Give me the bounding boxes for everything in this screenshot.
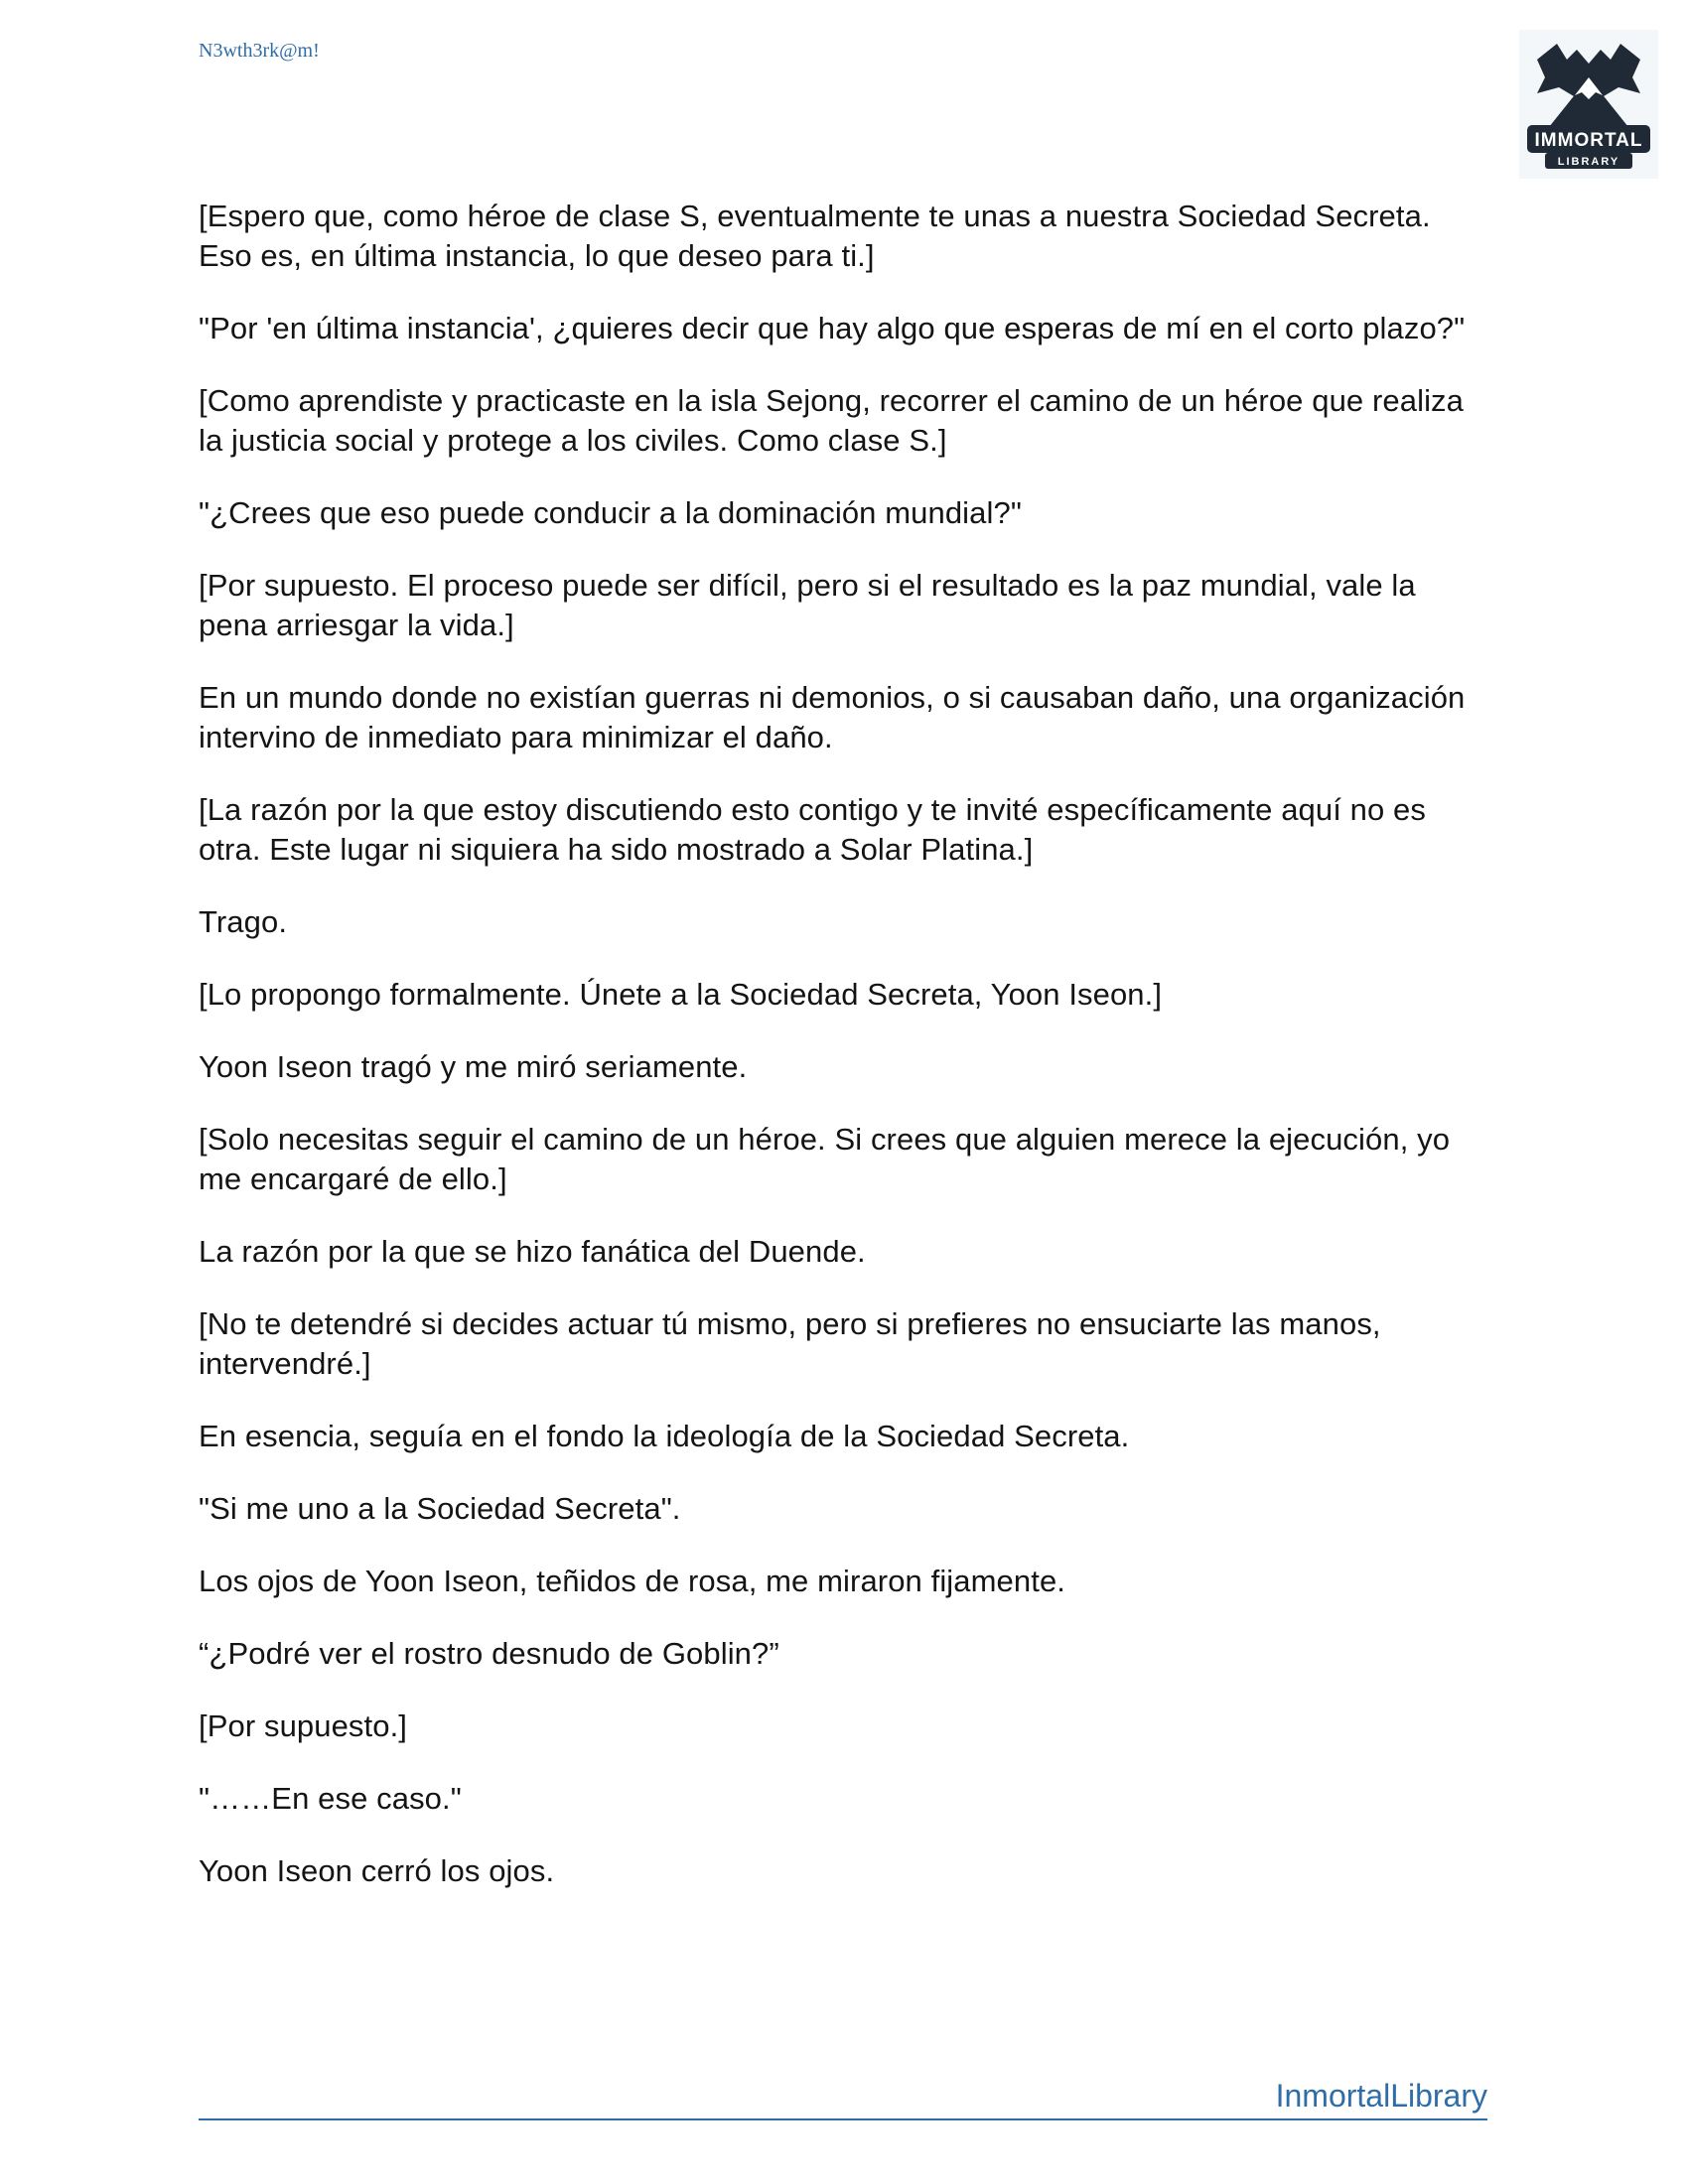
paragraph: [Por supuesto. El proceso puede ser difícil, pero si el resultado es la paz mundial, vale la pena arriesgar la vida.] — [199, 568, 1416, 642]
paragraph: [Por supuesto.] — [199, 1708, 408, 1743]
paragraph: "Si me uno a la Sociedad Secreta". — [199, 1491, 681, 1526]
paragraph: [Como aprendiste y practicaste en la isla Sejong, recorrer el camino de un héroe que realiza la justicia social y protege a los civiles. Como clase S.] — [199, 383, 1464, 458]
paragraph: En un mundo donde no existían guerras ni demonios, o si causaban daño, una organización intervino de inmediato para minimizar el daño. — [199, 680, 1466, 754]
paragraph: "Por 'en última instancia', ¿quieres decir que hay algo que esperas de mí en el corto plazo?" — [199, 311, 1466, 345]
paragraph: La razón por la que se hizo fanática del Duende. — [199, 1234, 866, 1269]
paragraph: "……En ese caso." — [199, 1781, 462, 1816]
footer-rule — [199, 2118, 1487, 2120]
paragraph: Los ojos de Yoon Iseon, teñidos de rosa, me miraron fijamente. — [199, 1564, 1066, 1598]
paragraph: “¿Podré ver el rostro desnudo de Goblin?” — [199, 1636, 779, 1671]
paragraph: Yoon Iseon cerró los ojos. — [199, 1853, 555, 1888]
logo-text-top: IMMORTAL — [1534, 130, 1643, 151]
paragraph: "¿Crees que eso puede conducir a la dominación mundial?" — [199, 495, 1022, 530]
paragraph: [Solo necesitas seguir el camino de un héroe. Si crees que alguien merece la ejecución, yo me encargaré de ello.] — [199, 1122, 1451, 1196]
immortal-library-logo — [1519, 30, 1658, 179]
paragraph: Yoon Iseon tragó y me miró seriamente. — [199, 1049, 748, 1084]
paragraph: [Lo propongo formalmente. Únete a la Sociedad Secreta, Yoon Iseon.] — [199, 977, 1163, 1012]
logo-text-bottom: LIBRARY — [1557, 156, 1620, 168]
paragraph: Trago. — [199, 904, 288, 939]
footer-link[interactable]: InmortalLibrary — [1275, 2078, 1487, 2114]
paragraph: [La razón por la que estoy discutiendo esto contigo y te invité específicamente aquí no es otra. Este lugar ni siquiera ha sido mostrado a Solar Platina.] — [199, 792, 1426, 867]
chapter-body — [199, 197, 1489, 1924]
paragraph: [No te detendré si decides actuar tú mismo, pero si prefieres no ensuciarte las manos, intervendré.] — [199, 1306, 1381, 1381]
paragraph: [Espero que, como héroe de clase S, eventualmente te unas a nuestra Sociedad Secreta. Eso es, en última instancia, lo que deseo para ti.] — [199, 199, 1431, 273]
header-tag: N3wth3rk@m! — [199, 40, 320, 62]
paragraph: En esencia, seguía en el fondo la ideología de la Sociedad Secreta. — [199, 1419, 1130, 1453]
